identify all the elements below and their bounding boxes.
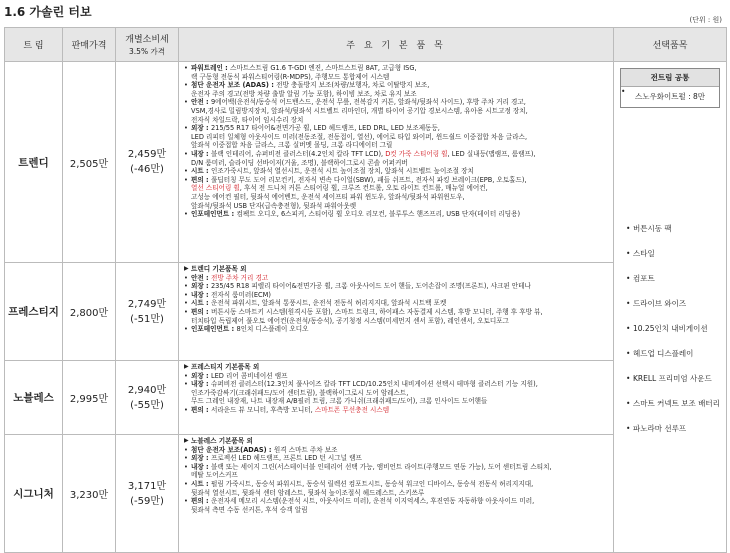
option-item: • 10.25인치 내비게이션 xyxy=(626,324,726,349)
tax-diff: (-46만) xyxy=(130,164,164,175)
option-list xyxy=(614,224,726,449)
feature-category: 내장 : xyxy=(191,380,211,389)
sale-price: 2,505만 xyxy=(63,62,116,263)
feature-heading xyxy=(184,363,610,372)
feature-text: 서라운드 뷰 모니터, 후측방 모니터, xyxy=(210,405,315,414)
feature-text: 무드 그레인 내장재, 나트 내장재 A/B필러 트림, 크롬 가니쉬(크래쉬패드/도어), 크롬 인사이드 도어핸들 xyxy=(191,397,488,406)
header-options: 선택품목 xyxy=(614,28,727,62)
feature-text: 랙 구동형 전동식 파워스티어링(R-MDPS), 주행모드 통합제어 시스템 xyxy=(191,72,390,81)
feature-line xyxy=(184,317,610,326)
feature-text: 8인치 디스플레이 오디오 xyxy=(236,325,309,334)
feature-line xyxy=(184,397,610,406)
common-option-item: • 스노우화이트펄 : 8만 xyxy=(621,87,719,107)
option-item: • 드라이브 와이즈 xyxy=(626,299,726,324)
feature-line xyxy=(184,325,610,334)
feature-line xyxy=(184,184,610,193)
sale-price: 2,800만 xyxy=(63,263,116,361)
feature-line xyxy=(184,98,610,107)
feature-text: 215/55 R17 타이어&전면가공 휠, LED 헤드램프, LED DRL, LED 보조제동등, xyxy=(210,124,440,133)
feature-category: 첨단 운전자 보조 (ADAS) : xyxy=(191,81,277,90)
feature-category: 외장 : xyxy=(191,454,211,463)
feature-category: 파워트레인 : xyxy=(191,64,231,72)
feature-line xyxy=(184,81,610,90)
feature-text: 터치타입 독립제어 풀오토 에어컨(운전석/동승석), 공기청정 시스템(미세먼지 센서 포함), 레인센서, 오토디포그 xyxy=(191,316,509,325)
trim-name: 노블레스 xyxy=(5,361,63,435)
table-row xyxy=(5,62,727,263)
feature-list xyxy=(179,62,614,263)
tax-price: 2,459만 xyxy=(127,149,167,160)
header-features: 주 요 기 본 품 목 xyxy=(179,28,614,62)
feature-text: 전방 충돌방지 보조(차량/보행자, 차로 이탈방지 보조, xyxy=(276,81,430,90)
tax-diff: (-59만) xyxy=(130,495,164,507)
feature-text: 슈퍼비전 클러스터(12.3인치 풀사이즈 칼라 TFT LCD/10.25인치 내비게이션 선택시 테마형 클러스터 기능 지원), xyxy=(210,380,538,389)
page-title: 1.6 가솔린 터보 xyxy=(4,5,92,19)
highlight-text: D컷 가죽 스티어링 휠 xyxy=(385,149,448,158)
header-trim: 트 림 xyxy=(5,28,63,62)
header-ind-sub: 3.5% 가격 xyxy=(129,47,165,56)
feature-text: 뒷좌석 열선시트, 뒷좌석 센터 암레스트, 뒷좌석 높이조절식 헤드레스트, 스키쓰루 xyxy=(191,488,425,497)
feature-text: 인조가죽감싸기(크래쉬패드/도어 센터트림), 블랙하이그로시 도어 암레스트, xyxy=(191,388,409,397)
feature-line xyxy=(184,274,610,283)
feature-text: 블랙 인테리어, 슈퍼비전 클러스터(4.2인치 칼라 TFT LCD), xyxy=(210,149,386,158)
feature-line xyxy=(184,471,610,480)
feature-text: 풀딥터칭 무도 도어 리모컨키, 전자식 변속 다이얼(SBW), 패들 쉬프트, 전자식 파킹 브레이크(EPB, 오토홀드), xyxy=(210,175,527,184)
unit-label: (단위 : 원) xyxy=(689,16,722,24)
feature-line xyxy=(184,282,610,291)
highlight-text: 스마트폰 무선충전 시스템 xyxy=(314,405,390,414)
feature-text: 운전자 주의 경고(전방 차량 출발 알림 기능 포함), 하이빔 보조, 차로 유지 보조 xyxy=(191,89,417,98)
feature-heading xyxy=(184,265,610,274)
feature-category: 시트 : xyxy=(191,167,211,176)
feature-category: 편의 : xyxy=(191,497,211,506)
option-item: • 스타일 xyxy=(626,249,726,274)
feature-text: , LED 실내등(맵램프, 룸램프), xyxy=(447,149,536,158)
option-item: • KRELL 프리미엄 사운드 xyxy=(626,374,726,399)
feature-line xyxy=(184,299,610,308)
highlight-text: 전방 주차 거리 경고 xyxy=(210,273,269,282)
feature-category: 안전 : xyxy=(191,273,211,282)
feature-line xyxy=(184,159,610,168)
tax-price-cell xyxy=(116,62,179,263)
feature-text: 블랙 또는 세이지 그린(서스테이너블 인테리어 선택 가능, 앰비언트 라이트(주행모드 연동 가능), 도어 센터트림 스티치, xyxy=(210,462,552,471)
feature-line xyxy=(184,193,610,202)
feature-text: 운전자세 메모리 시스템(운전석 시트, 아웃사이드 미러), 운전석 이지억세스, 후진연동 자동하향 아웃사이드 미러, xyxy=(210,497,535,506)
feature-text: 노블레스 기본품목 외 xyxy=(191,437,253,445)
table-header-row xyxy=(5,28,727,62)
feature-category: 외장 : xyxy=(191,124,211,133)
common-option-header: 전트림 공통 xyxy=(621,69,719,87)
feature-text: 인조가죽시트, 앞좌석 열선시트, 운전석 시트 높이조절 장치, 앞좌석 시트벨트 높이조절 장치 xyxy=(210,167,474,176)
header-ind xyxy=(116,28,179,62)
feature-text: 고성능 에어컨 필터, 뒷좌석 에어벤트, 운전석 세이프티 파워 윈도우, 앞좌석/뒷좌석 파워윈도우, xyxy=(191,192,465,201)
feature-text: 운전석 파워시트, 앞좌석 통풍시트, 운전석 전동식 허리지지대, 앞좌석 시트백 포켓 xyxy=(210,299,447,308)
feature-line xyxy=(184,308,610,317)
feature-line xyxy=(184,506,610,515)
feature-category: 첨단 운전자 보조(ADAS) : xyxy=(191,445,274,454)
feature-text: 버튼시동 스마트키 시스템(원격시동 포함), 스마트 트렁크, 하이패스 자동결제 시스템, 후방 모니터, 주행 후 후방 뷰, xyxy=(210,307,543,316)
feature-category: 편의 : xyxy=(191,175,211,184)
feature-category: 안전 : xyxy=(191,98,211,107)
feature-category: 내장 : xyxy=(191,149,211,158)
feature-line xyxy=(184,107,610,116)
feature-line xyxy=(184,480,610,489)
feature-text: 프로젝션 LED 헤드램프, 프론트 LED 턴 시그널 램프 xyxy=(210,454,362,463)
feature-category: 외장 : xyxy=(191,371,211,380)
feature-category: 시트 : xyxy=(191,299,211,308)
feature-line xyxy=(184,463,610,472)
feature-line xyxy=(184,141,610,150)
tax-diff: (-55만) xyxy=(130,399,164,411)
header-ind-top: 개별소비세 xyxy=(125,35,169,45)
feature-category: 내장 : xyxy=(191,290,211,299)
feature-text: 펄림 가죽시트, 동승석 파워시트, 동승석 릴렉션 컴포트시트, 동승석 워크인 디바이스, 동승석 전동식 허리지지대, xyxy=(210,479,534,488)
trim-name: 시그니처 xyxy=(5,435,63,553)
feature-line xyxy=(184,380,610,389)
feature-text: 메탈 도어스커프 xyxy=(191,471,238,480)
feature-category: 편의 : xyxy=(191,405,211,414)
feature-text: 트렌디 기본품목 외 xyxy=(191,265,247,273)
feature-text: 9에어백(운전석/동승석 어드밴스드, 운전석 무릎, 전복감지 커튼, 앞좌석/뒷좌석 사이드), 후방 주차 거리 경고, xyxy=(210,98,526,107)
feature-line xyxy=(184,116,610,125)
trim-name: 프레스티지 xyxy=(5,263,63,361)
feature-list xyxy=(179,361,614,435)
feature-heading xyxy=(184,437,610,446)
feature-text: 235/45 R18 피렐리 타이어&전면가공 휠, 크롬 아웃사이드 도어 핸들, 도어손잡이 조명(프론트), 샤크핀 안테나 xyxy=(210,282,531,291)
feature-text: 앞좌석/뒷좌석 USB 단자(급속충전형), 뒷좌석 파워아웃렛 xyxy=(191,201,357,210)
option-item: • 스마트 커넥트 보조 배터리 xyxy=(626,399,726,424)
common-option-box xyxy=(620,68,720,108)
feature-line xyxy=(184,64,610,73)
option-item: • 버튼시동 팩 xyxy=(626,224,726,249)
feature-line xyxy=(184,489,610,498)
option-item: • 컴포트 xyxy=(626,274,726,299)
tax-price-cell xyxy=(116,361,179,435)
feature-line xyxy=(184,167,610,176)
feature-category: 시트 : xyxy=(191,479,211,488)
tax-price-cell xyxy=(116,435,179,553)
options-cell xyxy=(614,62,727,553)
tax-price: 3,171만 xyxy=(127,480,167,492)
feature-line xyxy=(184,406,610,415)
feature-text: 프레스티지 기본품목 외 xyxy=(191,363,260,371)
trim-name: 트렌디 xyxy=(5,62,63,263)
feature-line xyxy=(184,210,610,219)
sale-price: 2,995만 xyxy=(63,361,116,435)
header-price: 판매가격 xyxy=(63,28,116,62)
feature-category: 내장 : xyxy=(191,462,211,471)
tax-diff: (-51만) xyxy=(130,313,164,325)
feature-line xyxy=(184,150,610,159)
feature-text: 전자식 차일드락, 타이어 임시수리 장치 xyxy=(191,115,304,124)
feature-text: 스마트스트림 G1.6 T-GDI 엔진, 스마트스트림 8AT, 고급형 ISG, xyxy=(230,64,417,72)
feature-line xyxy=(184,372,610,381)
feature-category: 외장 : xyxy=(191,282,211,291)
tax-price: 2,940만 xyxy=(127,384,167,396)
feature-text: VSM,경사로 밀림방지장치, 앞좌석/뒷좌석 시트벨트 리마인더, 개별 타이어 공기압 경보시스템, 유아용 시트고정 장치, xyxy=(191,106,528,115)
feature-line xyxy=(184,454,610,463)
feature-text: 컴팩트 오디오, 6스피커, 스티어링 휠 오디오 리모컨, 블루투스 핸즈프리, USB 단자(데이터 리딩용) xyxy=(236,210,521,219)
tax-price-cell xyxy=(116,263,179,361)
feature-text: 원격 스마트 주차 보조 xyxy=(273,445,338,454)
feature-text: 앞좌석 이중접합 차음 글라스, 크롬 실버멧 몰딩, 크롬 라디에이터 그릴 xyxy=(191,141,393,150)
feature-category: 인포테인먼트 : xyxy=(191,210,237,219)
feature-text: LED 리피터 일체형 아웃사이드 미러(전동조절, 전동접이, 열선), 에어로 타입 와이퍼, 윈드쉴드 이중접합 차음 글라스, xyxy=(191,132,528,141)
feature-text: D/N 룸미러, 슬라이딩 선바이저(거울, 조명), 블랙하이그로시 콘솔 어퍼커버 xyxy=(191,158,408,167)
feature-line xyxy=(184,446,610,455)
highlight-text: 열선 스티어링 휠 xyxy=(191,184,240,193)
option-item: • 파노라마 선루프 xyxy=(626,424,726,449)
feature-category: 인포테인먼트 : xyxy=(191,325,237,334)
feature-line xyxy=(184,124,610,133)
feature-text: 전자식 룸미러(ECM) xyxy=(210,290,271,299)
sale-price: 3,230만 xyxy=(63,435,116,553)
feature-text: , 후석 전 드니처 커튼 스티어링 휠, 크루즈 컨트롤, 오토 라이트 컨트롤, 매뉴얼 에어컨, xyxy=(239,184,488,193)
feature-category: 편의 : xyxy=(191,307,211,316)
feature-text: 뒷좌석 측면 수동 선커튼, 후석 승객 알림 xyxy=(191,505,308,514)
feature-text: LED 리어 콤비네이션 램프 xyxy=(210,371,288,380)
tax-price: 2,749만 xyxy=(127,298,167,310)
feature-line xyxy=(184,202,610,211)
price-table xyxy=(4,27,727,553)
feature-line xyxy=(184,73,610,82)
feature-list xyxy=(179,435,614,553)
feature-list xyxy=(179,263,614,361)
option-item: • 헤드업 디스플레이 xyxy=(626,349,726,374)
feature-line xyxy=(184,497,610,506)
